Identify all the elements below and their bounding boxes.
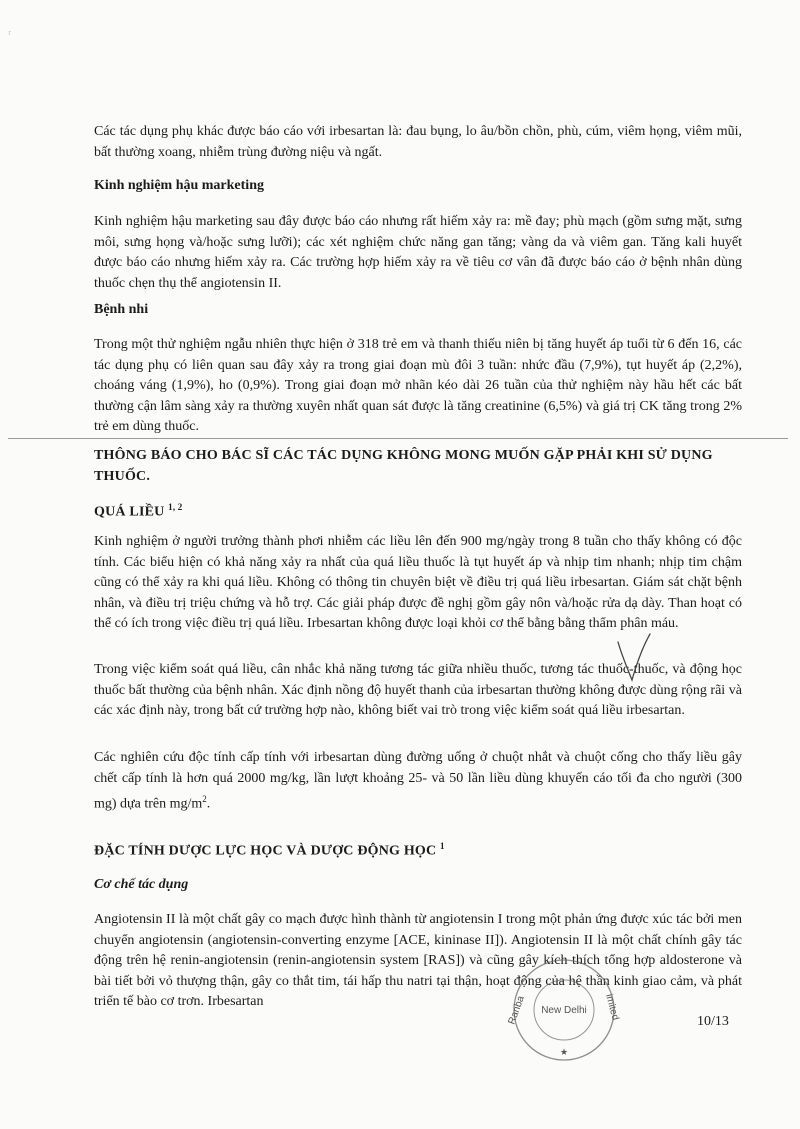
overdose-paragraph-3-end: . [206, 796, 211, 812]
section-divider [8, 438, 788, 439]
page-number: 10/13 [697, 1014, 729, 1029]
pharmacology-reference: 1 [440, 841, 445, 851]
seal-arc-left: Ranba [506, 994, 527, 1027]
seal-city: New Delhi [541, 1005, 587, 1016]
overdose-heading [94, 497, 742, 523]
mechanism-heading: Cơ chế tác dụng [94, 877, 189, 892]
overdose-paragraph-2: Trong việc kiểm soát quá liều, cân nhắc khả năng tương tác giữa nhiều thuốc, tương tác thuốc-thuốc, và động học thuốc bất thường của bệnh nhân. Xác định nồng độ huyết thanh của irbesartan thường không được dùng rộng rãi và các xác định này, trong bất cứ trường hợp nào, không biết vai trò trong việc kiểm soát quá liều irbesartan. [94, 662, 742, 718]
overdose-paragraph-1: Kinh nghiệm ở người trưởng thành phơi nhiễm các liều lên đến 900 mg/ngày trong 8 tuần cho thấy không có độc tính. Các biểu hiện có khả năng xảy ra nhất của quá liều thuốc là tụt huyết áp và nhịp tim nhanh; nhịp tim chậm cũng có thể xảy ra khi quá liều. Không có thông tin chuyên biệt về điều trị quá liều irbesartan. Giám sát chặt bệnh nhân, và điều trị triệu chứng và hỗ trợ. Các giải pháp được đề nghị gồm gây nôn và/hoặc rửa dạ dày. Than hoạt có thể có ích trong việc điều trị quá liều. Irbesartan không được loại khỏi cơ thể bằng bằng thẩm phân máu. [94, 534, 742, 631]
pediatric-paragraph: Trong một thử nghiệm ngẫu nhiên thực hiện ở 318 trẻ em và thanh thiếu niên bị tăng huyết áp tuổi từ 6 đến 16, các tác dụng phụ có liên quan sau đây xảy ra trong giai đoạn mù đôi 3 tuần: nhức đầu (7,9%), tụt huyết áp (2,2%), choáng váng (1,9%), ho (0,9%). Trong giai đoạn mở nhãn kéo dài 26 tuần của thử nghiệm này hầu hết các bất thường cận lâm sàng xảy ra thường xuyên nhất quan sát được là tăng creatinine (6,5%) và giá trị CK tăng trong 2% trẻ em dùng thuốc. [94, 337, 742, 434]
pediatric-heading: Bệnh nhi [94, 302, 149, 317]
overdose-paragraph-3-sup: 2 [202, 794, 207, 804]
seal-star-icon: ★ [559, 1047, 569, 1057]
overdose-reference: 1, 2 [168, 502, 183, 512]
company-seal [494, 955, 634, 1065]
overdose-heading-text: QUÁ LIỀU [94, 504, 165, 520]
mechanism-paragraph: Angiotensin II là một chất gây co mạch được hình thành từ angiotensin I trong một phản ứng được xúc tác bởi men chuyển angiotensin (angiotensin-converting enzyme [ACE, kininase II]). Angiotensin II là một chất chính gây tác động trên hệ renin-angiotensin (renin-angiotensin system [RAS]) và cũng gây kích thích tổng hợp aldosterone và bài tiết bởi vỏ thượng thận, gây co thắt tim, tái hấp thu natri tại thận, hoạt động của hệ thần kinh giao cảm, và phát triển tế bào cơ trơn. Irbesartan [94, 912, 742, 1009]
pharmacology-heading [94, 836, 742, 862]
side-effects-paragraph: Các tác dụng phụ khác được báo cáo với irbesartan là: đau bụng, lo âu/bồn chồn, phù, cúm, viêm họng, viêm mũi, bất thường xoang, nhiễm trùng đường niệu và ngất. [94, 124, 742, 160]
overdose-paragraph-3-text: Các nghiên cứu độc tính cấp tính với irbesartan dùng đường uống ở chuột nhắt và chuột cống cho thấy liều gây chết cấp tính là hơn quá 2000 mg/kg, lần lượt khoảng 25- và 50 lần liều dùng khuyến cáo tối đa cho người (300 mg) dựa trên mg/m [94, 750, 742, 812]
postmarketing-heading: Kinh nghiệm hậu marketing [94, 178, 264, 193]
handwritten-checkmark [614, 632, 654, 684]
pharmacology-heading-text: ĐẶC TÍNH DƯỢC LỰC HỌC VÀ DƯỢC ĐỘNG HỌC [94, 843, 437, 859]
seal-arc-right: imited [603, 992, 621, 1022]
scan-speck: ʳ [8, 28, 12, 43]
postmarketing-paragraph: Kinh nghiệm hậu marketing sau đây được báo cáo nhưng rất hiếm xảy ra: mề đay; phù mạch (gồm sưng mặt, sưng môi, sưng họng và/hoặc sưng lưỡi); các xét nghiệm chức năng gan tăng; vàng da và viêm gan. Tăng kali huyết được báo cáo nhưng hiếm xảy ra. Các trường hợp hiếm xảy ra về tiêu cơ vân đã được báo cáo ở bệnh nhân dùng thuốc chẹn thụ thể angiotensin II. [94, 214, 742, 291]
notice-heading: THÔNG BÁO CHO BÁC SĨ CÁC TÁC DỤNG KHÔNG MONG MUỐN GẶP PHẢI KHI SỬ DỤNG THUỐC. [94, 448, 713, 484]
overdose-paragraph-3 [94, 748, 742, 815]
